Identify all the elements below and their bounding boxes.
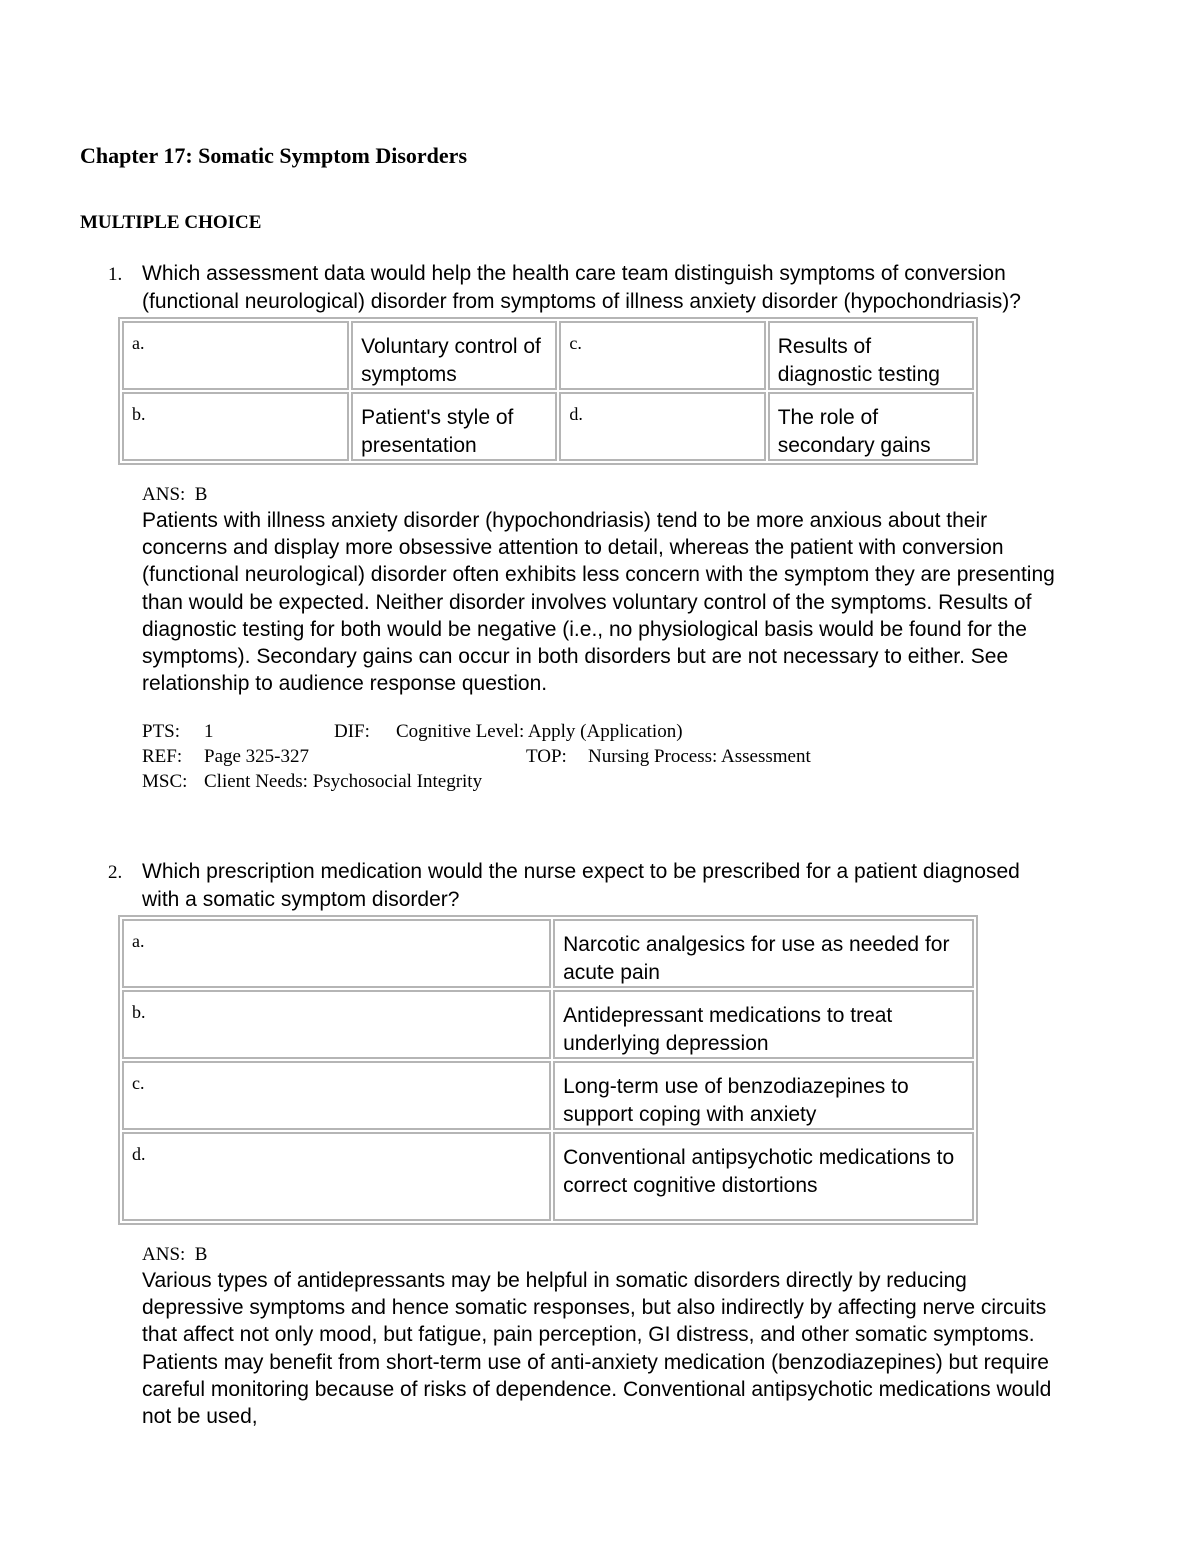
rationale-text: Patients with illness anxiety disorder (hypochondriasis) tend to be more anxious about their concerns and display more obsessive attention to detail, whereas the patient with conversion (functional neurological) disorder often exhibits less concern with the symptom they are presenting than would be expected. Neither disorder involves voluntary control of the symptoms. Results of diagnostic testing for both would be negative (i.e., no physiological basis would be found for the symptoms). Secondary gains can occur in both disorders but are not necessary to either. See relationship to audience response question.: [142, 509, 1055, 696]
question-stem: Which prescription medication would the nurse expect to be prescribed for a patient diagnosed with a somatic symptom disorder?: [142, 860, 1020, 911]
msc-label: MSC:: [142, 771, 188, 793]
choices-table: [118, 915, 978, 1225]
question-number: 2.: [108, 862, 123, 883]
question-metadata: [142, 719, 1060, 794]
pts-value: 1: [204, 721, 214, 743]
choice-text[interactable]: Conventional antipsychotic medications to correct cognitive distortions: [553, 1132, 974, 1221]
choice-letter: b.: [122, 990, 551, 1059]
choice-letter: a.: [122, 919, 551, 988]
choice-letter: d.: [559, 392, 765, 461]
ref-value: Page 325-327: [204, 746, 310, 768]
answer-block: [142, 483, 1060, 794]
ref-label: REF:: [142, 746, 183, 768]
choice-text[interactable]: Antidepressant medications to treat underlying depression: [553, 990, 974, 1059]
choice-text[interactable]: Long-term use of benzodiazepines to support coping with anxiety: [553, 1061, 974, 1130]
choice-text[interactable]: Narcotic analgesics for use as needed for acute pain: [553, 919, 974, 988]
dif-value: Cognitive Level: Apply (Application): [396, 721, 683, 743]
choice-text[interactable]: Patient's style of presentation: [351, 392, 557, 461]
choice-letter: d.: [122, 1132, 551, 1221]
choice-letter: b.: [122, 392, 349, 461]
dif-label: DIF:: [334, 721, 370, 743]
choice-letter: c.: [559, 321, 765, 390]
section-title: MULTIPLE CHOICE: [80, 212, 262, 233]
choice-letter: a.: [122, 321, 349, 390]
rationale-text: Various types of antidepressants may be helpful in somatic disorders directly by reducing depressive symptoms and hence somatic responses, but also indirectly by affecting nerve circuits that affect not only mood, but fatigue, pain perception, GI distress, and other somatic symptoms. Patients may benefit from short-term use of anti-anxiety medication (benzodiazepines) but require careful monitoring because of risks of dependence. Conventional antipsychotic medications would not be used,: [142, 1269, 1052, 1429]
choice-text[interactable]: The role of secondary gains: [768, 392, 974, 461]
answer-label: ANS: B: [142, 1244, 208, 1265]
top-label: TOP:: [526, 746, 567, 768]
top-value: Nursing Process: Assessment: [588, 746, 811, 768]
question-1: [80, 260, 1060, 794]
choice-text[interactable]: Results of diagnostic testing: [768, 321, 974, 390]
choice-letter: c.: [122, 1061, 551, 1130]
choice-text[interactable]: Voluntary control of symptoms: [351, 321, 557, 390]
choices-table: [118, 317, 978, 465]
chapter-title: Chapter 17: Somatic Symptom Disorders: [80, 143, 468, 168]
question-2: [80, 858, 1060, 1430]
answer-block: [142, 1243, 1060, 1430]
pts-label: PTS:: [142, 721, 181, 743]
answer-label: ANS: B: [142, 484, 208, 505]
question-stem: Which assessment data would help the health care team distinguish symptoms of conversion (functional neurological) disorder from symptoms of illness anxiety disorder (hypochondriasis)?: [142, 262, 1021, 313]
question-number: 1.: [108, 264, 123, 285]
msc-value: Client Needs: Psychosocial Integrity: [204, 771, 483, 793]
